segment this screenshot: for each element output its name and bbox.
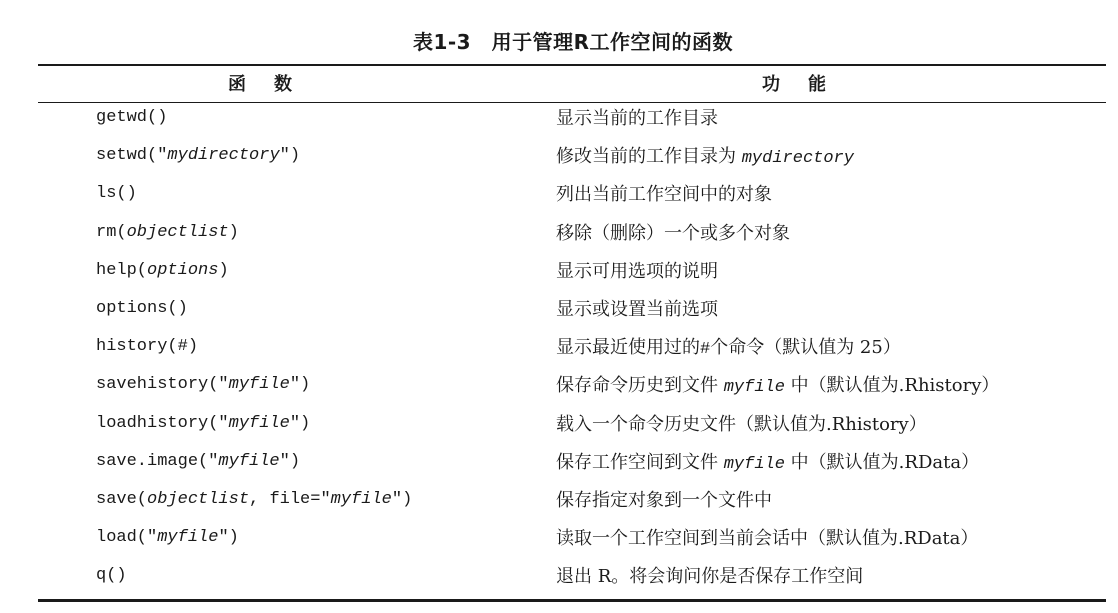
function-code: "): [279, 451, 301, 471]
description-text: 列出当前工作空间中的对象: [556, 184, 772, 206]
table-row: [0, 407, 1118, 445]
function-cell: [96, 145, 300, 167]
table-bottom-rule: [38, 599, 1106, 602]
description-cell: [556, 222, 790, 246]
function-code: rm(: [96, 222, 127, 242]
function-argument: objectlist: [126, 222, 229, 242]
description-cell: [556, 413, 927, 437]
description-text: 显示当前的工作目录: [556, 108, 718, 129]
function-code: ls(): [96, 184, 137, 204]
table-row: [0, 139, 1118, 177]
description-cell: [556, 183, 772, 207]
function-code: help(: [96, 260, 148, 280]
table-caption: 表1-3 用于管理R工作空间的函数: [412, 30, 734, 54]
table-row: [0, 445, 1118, 483]
function-code: getwd(): [96, 108, 168, 127]
function-cell: [96, 527, 239, 549]
description-text: 显示或设置当前选项: [556, 298, 718, 320]
description-text: 保存工作空间到文件: [556, 451, 724, 473]
function-argument: objectlist: [147, 489, 250, 509]
table-row: [0, 101, 1118, 139]
description-text: 载入一个命令历史文件（默认值为.Rhistory）: [556, 413, 927, 435]
description-cell: [556, 145, 854, 171]
function-argument: myfile: [228, 413, 290, 433]
function-code: load(": [96, 528, 158, 548]
function-argument: options: [147, 260, 219, 280]
function-code: "): [218, 528, 239, 548]
description-text: 个命令（默认值为 25）: [710, 337, 901, 359]
description-text: 移除（删除）一个或多个对象: [556, 222, 790, 244]
function-code: "): [289, 375, 311, 395]
function-cell: [96, 298, 188, 320]
description-cell: [556, 107, 718, 131]
function-cell: [96, 413, 310, 435]
function-argument: myfile: [218, 451, 280, 471]
description-code: myfile: [723, 378, 785, 398]
table-top-rule: [38, 64, 1106, 66]
function-code: setwd(": [96, 146, 168, 166]
table-row: [0, 368, 1118, 406]
function-code: "): [279, 146, 301, 166]
description-cell: [556, 336, 901, 362]
function-argument: myfile: [330, 489, 392, 509]
description-cell: [556, 298, 718, 322]
function-code: savehistory(": [96, 375, 229, 395]
function-code: history(#): [96, 337, 199, 357]
function-cell: [96, 374, 310, 396]
description-text: 中（默认值为.RData）: [784, 451, 980, 473]
description-text: 中（默认值为.Rhistory）: [784, 375, 1000, 397]
table-row: [0, 330, 1118, 368]
description-cell: [556, 565, 863, 589]
description-text: 保存指定对象到一个文件中: [556, 489, 772, 511]
function-cell: [96, 183, 137, 205]
function-cell: [96, 489, 412, 511]
column-header-description: 功能: [762, 74, 854, 95]
function-argument: myfile: [157, 528, 219, 548]
function-code: save.image(": [96, 451, 219, 471]
description-code: mydirectory: [741, 149, 854, 169]
table-row: [0, 559, 1118, 597]
function-code: , file=": [249, 489, 331, 509]
function-argument: mydirectory: [167, 146, 280, 166]
function-cell: [96, 565, 127, 587]
table-row: [0, 177, 1118, 215]
function-code: q(): [96, 566, 127, 586]
description-code: #: [700, 340, 711, 360]
description-cell: [556, 489, 772, 513]
function-cell: [96, 222, 239, 244]
table-row: [0, 216, 1118, 254]
description-cell: [556, 451, 979, 477]
function-code: "): [391, 489, 413, 509]
description-text: 显示可用选项的说明: [556, 260, 718, 282]
function-code: options(): [96, 298, 188, 318]
description-cell: [556, 374, 999, 400]
description-cell: [556, 260, 718, 284]
description-text: 退出 R。将会询问你是否保存工作空间: [556, 566, 864, 588]
table-row: [0, 254, 1118, 292]
function-cell: [96, 451, 300, 473]
table-body: [0, 101, 1118, 597]
function-cell: [96, 107, 167, 129]
column-header-function: 函数: [228, 74, 320, 95]
function-code: "): [289, 413, 311, 433]
description-code: myfile: [723, 454, 785, 474]
table-row: [0, 292, 1118, 330]
function-code: ): [218, 260, 229, 280]
function-code: save(: [96, 489, 148, 509]
table-row: [0, 483, 1118, 521]
description-text: 读取一个工作空间到当前会话中（默认值为.RData）: [556, 528, 979, 550]
function-argument: myfile: [228, 375, 290, 395]
function-code: loadhistory(": [96, 413, 229, 433]
description-text: 修改当前的工作目录为: [556, 146, 742, 168]
description-text: 保存命令历史到文件: [556, 375, 724, 397]
table-row: [0, 521, 1118, 559]
function-code: ): [228, 222, 239, 242]
description-text: 显示最近使用过的: [556, 337, 700, 359]
function-cell: [96, 260, 229, 282]
function-cell: [96, 336, 198, 358]
description-cell: [556, 527, 978, 551]
